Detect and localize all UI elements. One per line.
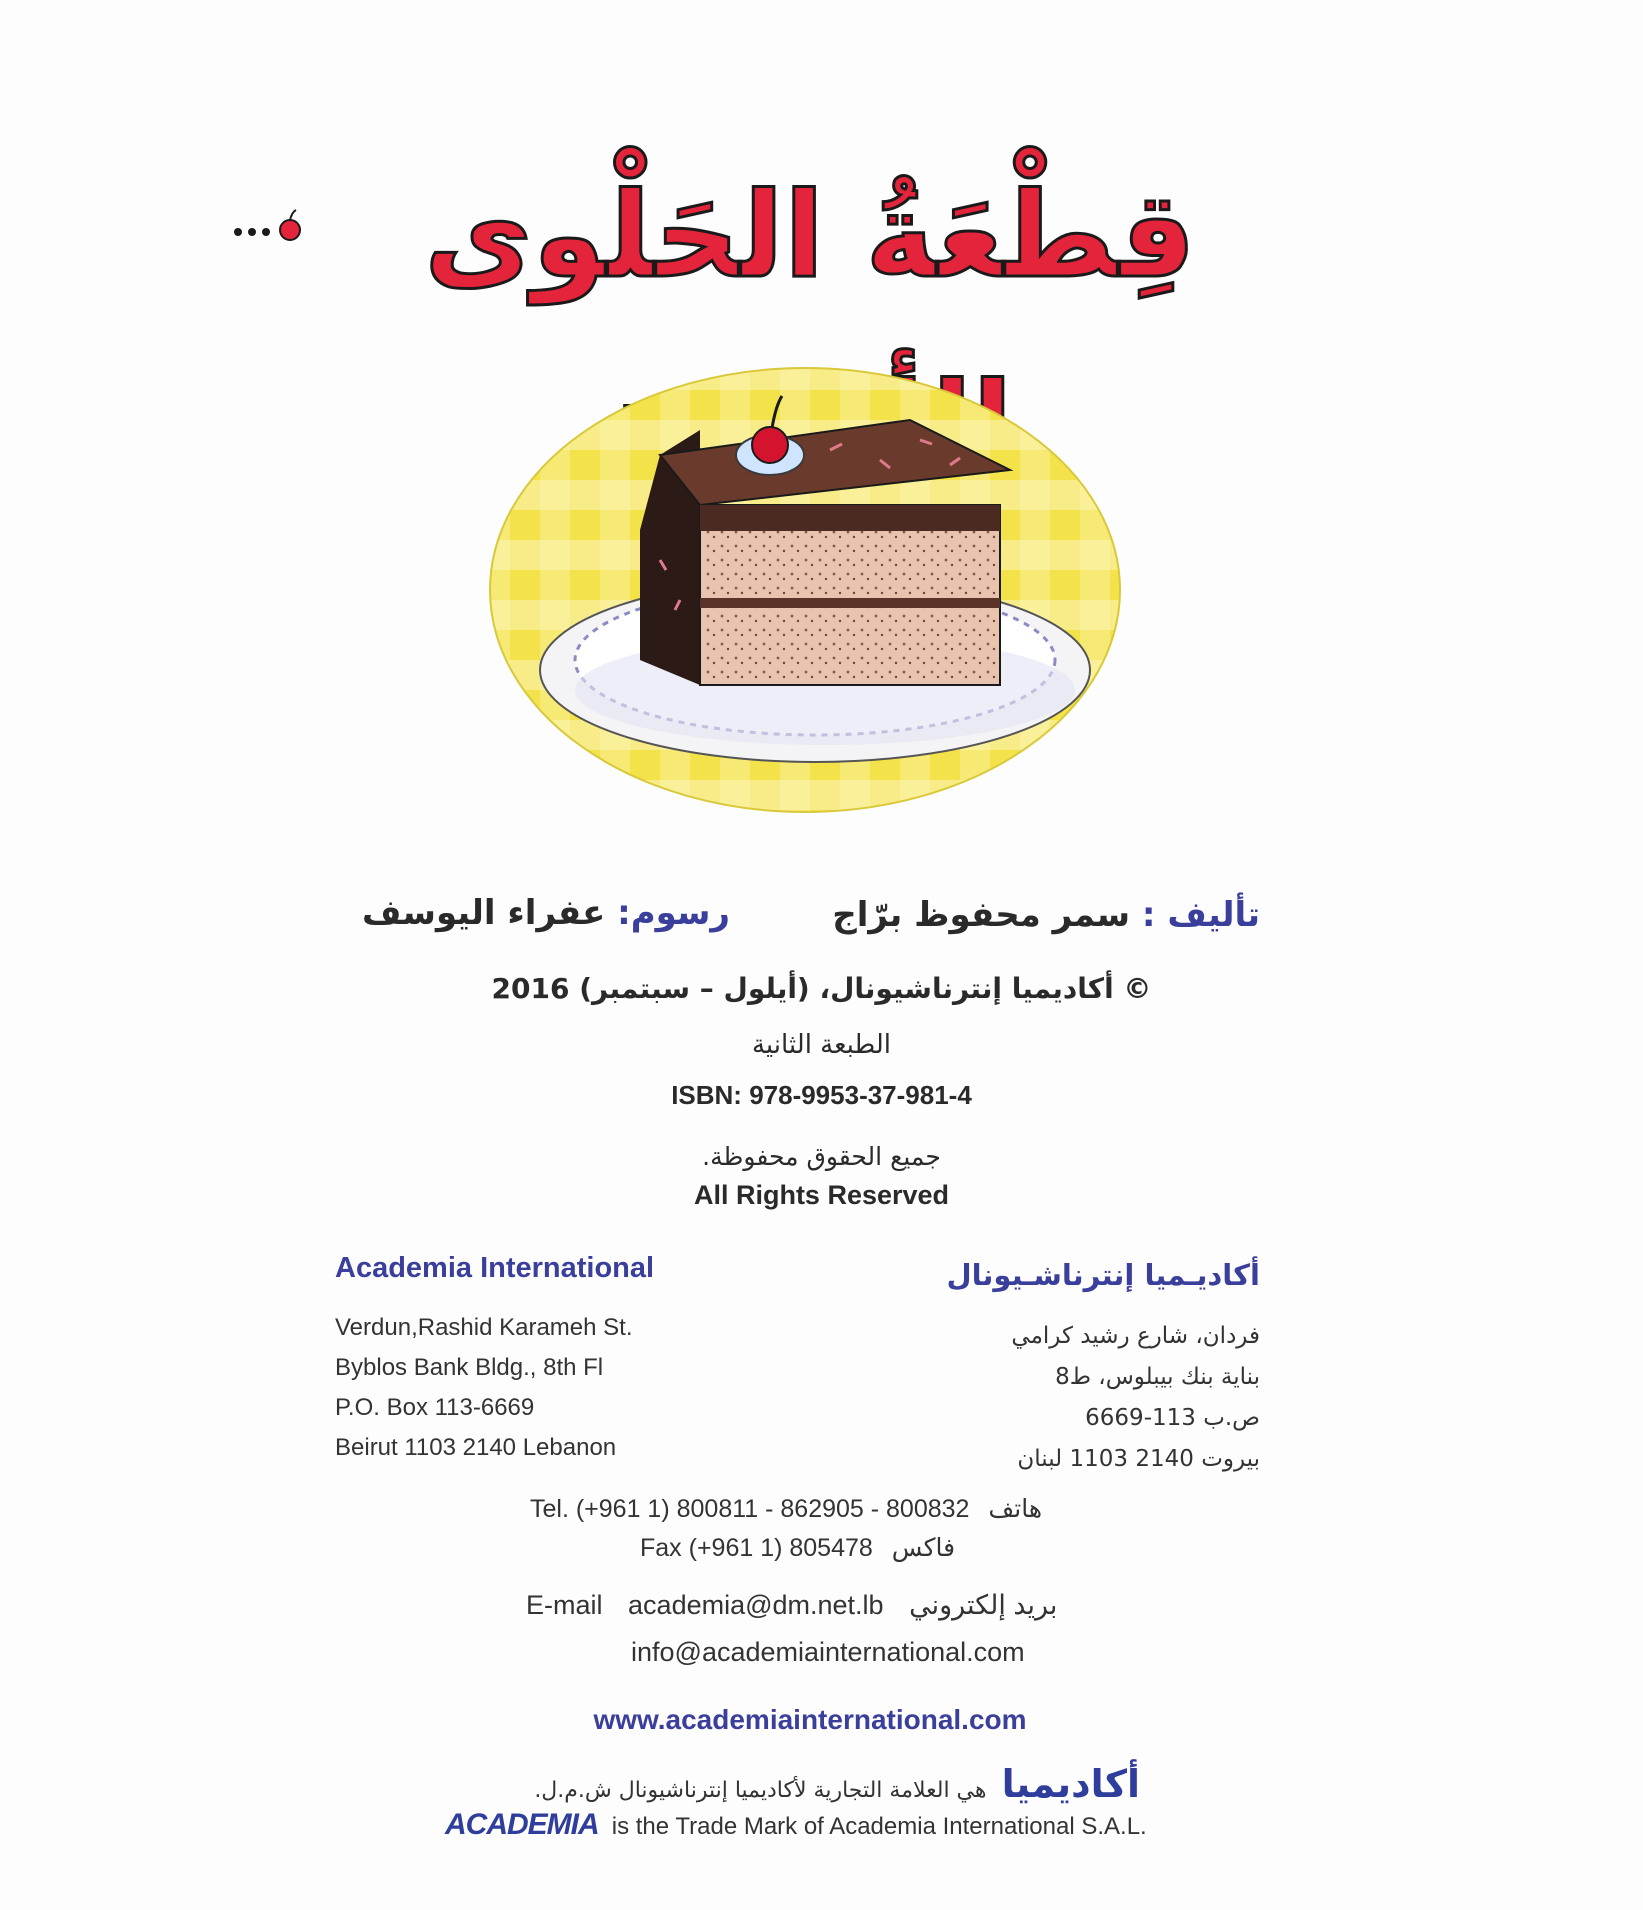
trademark-text-ar: هي العلامة التجارية لأكاديميا إنترناشيونال ش.م.ل. [534, 1778, 987, 1803]
fax-row [640, 1533, 955, 1563]
address-en-line: Byblos Bank Bldg., 8th Fl [335, 1354, 604, 1381]
email-label-ar: بريد إلكتروني [909, 1590, 1058, 1620]
address-en-line: Beirut 1103 2140 Lebanon [335, 1434, 617, 1461]
address-ar [860, 1316, 1260, 1480]
rights-en: All Rights Reserved [693, 1180, 950, 1210]
book-title: قِطْعَةُ الحَلْوى [424, 166, 1196, 304]
tel-number: Tel. (+961 1) 800811 - 862905 - 800832 [530, 1495, 970, 1523]
email-secondary[interactable]: info@academiainternational.com [631, 1637, 1025, 1667]
address-ar-line: بيروت 2140 1103 لبنان [1017, 1446, 1260, 1472]
address-en-line: Verdun,Rashid Karameh St. [335, 1314, 633, 1341]
academia-logo-en: ACADEMIA [445, 1808, 599, 1841]
email-row [526, 1590, 1057, 1621]
apple-dots-decoration-icon [230, 206, 310, 246]
address-ar-line: فردان، شارع رشيد كرامي [1011, 1323, 1260, 1349]
cake-illustration [480, 360, 1130, 820]
email-label: E-mail [526, 1590, 603, 1620]
illustrator-name: عفراء اليوسف [362, 893, 606, 933]
fax-number: Fax (+961 1) 805478 [640, 1534, 873, 1562]
author-label: تأليف : [1141, 895, 1260, 935]
author-credit [780, 895, 1260, 935]
website-link[interactable]: www.academiainternational.com [593, 1704, 1027, 1735]
copyright-line: © أكاديميا إنترناشيونال، (أيلول – سبتمبر) 2016 [491, 972, 1152, 1005]
rights-ar: جميع الحقوق محفوظة. [702, 1142, 941, 1171]
publisher-name-en: Academia International [335, 1252, 655, 1284]
trademark-en-row [445, 1808, 1147, 1842]
email-primary[interactable]: academia@dm.net.lb [628, 1590, 884, 1620]
illustrator-label: رسوم: [617, 893, 730, 933]
tel-label-ar: هاتف [988, 1495, 1043, 1523]
publisher-name-ar: أكاديـميا إنترناشـيونال [946, 1258, 1260, 1292]
edition-line: الطبعة الثانية [751, 1030, 891, 1060]
address-en-line: P.O. Box 113-6669 [335, 1394, 535, 1421]
address-ar-line: بناية بنك بيبلوس، ط8 [1055, 1364, 1260, 1390]
illustrator-credit [330, 893, 730, 933]
academia-logo-ar: أكاديميا [1001, 1762, 1140, 1806]
fax-label-ar: فاكس [891, 1534, 956, 1562]
isbn-line: ISBN: 978-9953-37-981-4 [671, 1080, 972, 1110]
author-name: سمر محفوظ برّاج [832, 895, 1131, 935]
address-ar-line: ص.ب 113-6669 [1085, 1405, 1260, 1431]
tel-row [530, 1494, 1042, 1524]
address-en [335, 1308, 633, 1468]
trademark-text-en: is the Trade Mark of Academia International S.A.L. [611, 1813, 1147, 1840]
trademark-ar-row [440, 1762, 1140, 1806]
